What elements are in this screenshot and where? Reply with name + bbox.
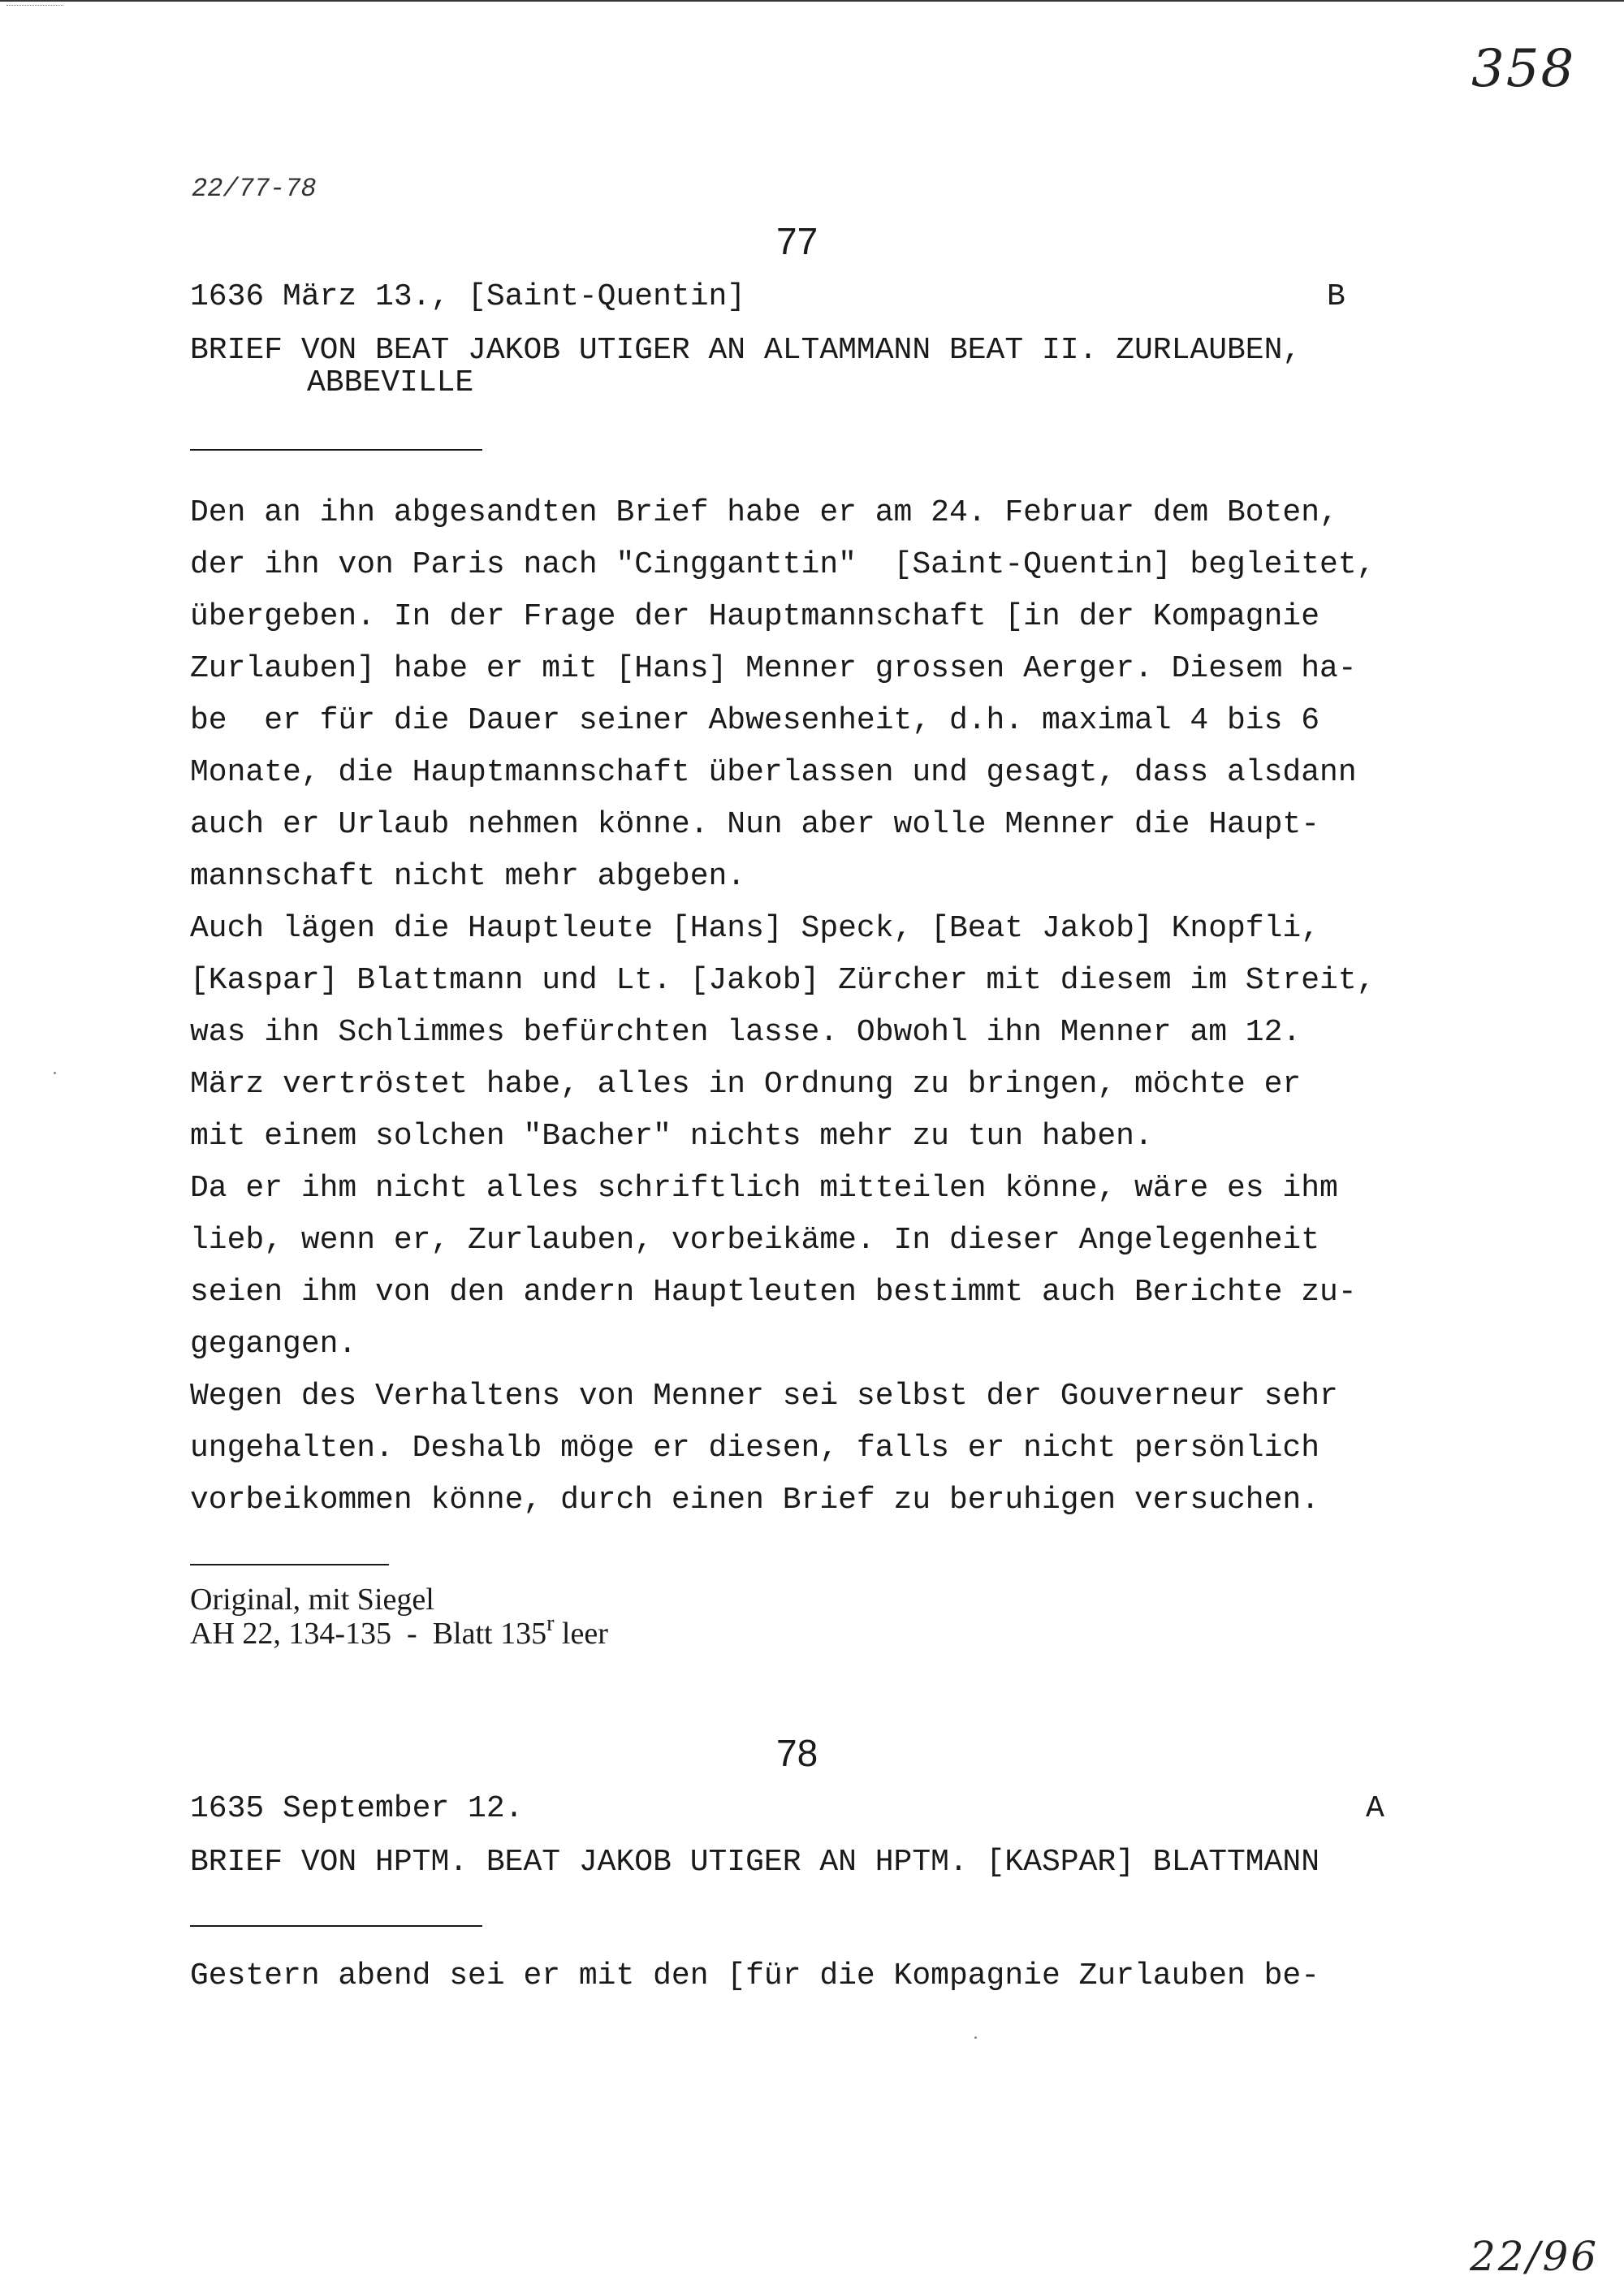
source-empty-note: leer <box>554 1617 608 1651</box>
separator-rule <box>190 449 482 451</box>
body-line: März vertröstet habe, alles in Ordnung zu bringen, möchte er <box>190 1067 1302 1102</box>
body-line: auch er Urlaub nehmen könne. Nun aber wolle Menner die Haupt- <box>190 807 1320 842</box>
body-line: mannschaft nicht mehr abgeben. <box>190 859 746 894</box>
body-line: lieb, wenn er, Zurlauben, vorbeikäme. In dieser Angelegenheit <box>190 1223 1320 1258</box>
recto-superscript: r <box>546 1611 555 1636</box>
source-note-line2 <box>190 1611 608 1652</box>
entry-78-tag: A <box>1366 1791 1384 1826</box>
body-line: Auch lägen die Hauptleute [Hans] Speck, [Beat Jakob] Knopfli, <box>190 911 1320 946</box>
entry-78-date-place: 1635 September 12. <box>190 1791 524 1826</box>
entry-77-tag: B <box>1327 279 1345 314</box>
handwritten-folio-number: 358 <box>1471 39 1576 99</box>
separator-rule <box>190 1564 389 1565</box>
body-line: Da er ihm nicht alles schriftlich mitteilen könne, wäre es ihm <box>190 1171 1338 1206</box>
scan-top-edge <box>0 0 1624 2</box>
body-line: Den an ihn abgesandten Brief habe er am 24. Februar dem Boten, <box>190 495 1338 530</box>
entry-77-title-line2: ABBEVILLE <box>307 365 474 400</box>
scan-speck <box>54 1072 56 1074</box>
body-line: mit einem solchen "Bacher" nichts mehr zu tun haben. <box>190 1119 1153 1154</box>
source-note-line1: Original, mit Siegel <box>190 1583 434 1617</box>
entry-number-78: 78 <box>776 1732 818 1774</box>
body-line: gegangen. <box>190 1327 357 1362</box>
entry-number-77: 77 <box>776 220 818 262</box>
entry-77-date-place: 1636 März 13., [Saint-Quentin] <box>190 279 746 314</box>
entry-78-body-first-line: Gestern abend sei er mit den [für die Kompagnie Zurlauben be- <box>190 1958 1320 1993</box>
body-line: vorbeikommen könne, durch einen Brief zu beruhigen versuchen. <box>190 1483 1320 1518</box>
body-line: übergeben. In der Frage der Hauptmannschaft [in der Kompagnie <box>190 599 1320 634</box>
body-line: Wegen des Verhaltens von Menner sei selbst der Gouverneur sehr <box>190 1379 1338 1414</box>
body-line: ungehalten. Deshalb möge er diesen, falls er nicht persönlich <box>190 1431 1320 1466</box>
entry-78-title-line1: BRIEF VON HPTM. BEAT JAKOB UTIGER AN HPTM. [KASPAR] BLATTMANN <box>190 1845 1320 1880</box>
entry-77-body <box>190 487 1457 1527</box>
body-line: Monate, die Hauptmannschaft überlassen und gesagt, dass alsdann <box>190 755 1357 790</box>
body-line: seien ihm von den andern Hauptleuten bestimmt auch Berichte zu- <box>190 1275 1357 1310</box>
body-line: [Kaspar] Blattmann und Lt. [Jakob] Zürcher mit diesem im Streit, <box>190 963 1376 998</box>
body-line: be er für die Dauer seiner Abwesenheit, d.h. maximal 4 bis 6 <box>190 703 1320 738</box>
separator-rule <box>190 1925 482 1927</box>
handwritten-bottom-reference: 22/96 <box>1470 2233 1600 2280</box>
body-line: was ihn Schlimmes befürchten lasse. Obwohl ihn Menner am 12. <box>190 1015 1302 1050</box>
scan-artifact <box>6 5 63 11</box>
reference-number: 22/77-78 <box>192 174 317 204</box>
entry-77-title-line1: BRIEF VON BEAT JAKOB UTIGER AN ALTAMMANN BEAT II. ZURLAUBEN, <box>190 333 1302 368</box>
scan-speck <box>974 2036 977 2039</box>
source-archive-ref: AH 22, 134-135 - Blatt 135 <box>190 1617 547 1651</box>
body-line: der ihn von Paris nach "Cingganttin" [Saint-Quentin] begleitet, <box>190 547 1376 582</box>
body-line: Zurlauben] habe er mit [Hans] Menner grossen Aerger. Diesem ha- <box>190 651 1357 686</box>
